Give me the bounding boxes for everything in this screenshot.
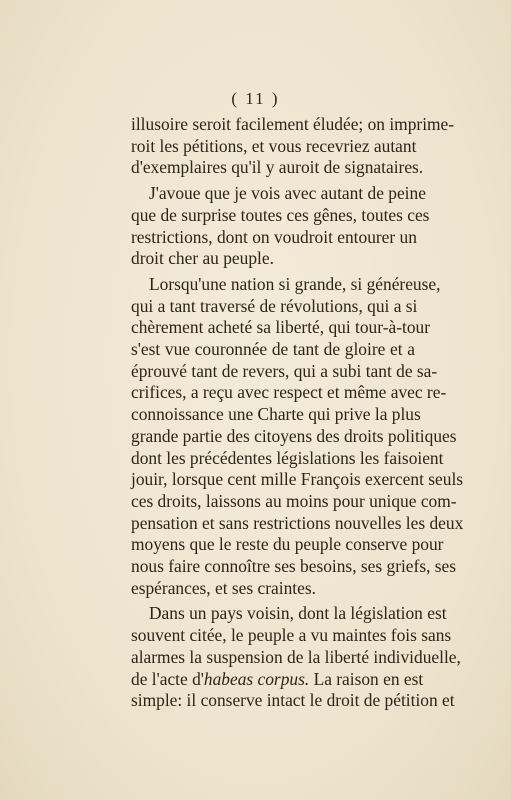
paragraph-2 (131, 183, 430, 270)
text-line: restrictions, dont on voudroit entourer un (131, 226, 417, 247)
text-line: Dans un pays voisin, dont la législation est (149, 603, 447, 624)
text-line: éprouvé tant de revers, qui a subi tant de sa- (131, 360, 438, 381)
text-line: dont les précédentes législations les faisoient (131, 447, 444, 468)
text-line-with-italic (131, 668, 424, 691)
italic-latin-term: habeas corpus. (203, 668, 310, 689)
text-line: d'exemplaires qu'il y auroit de signataires. (131, 157, 424, 178)
page-number: ( 11 ) (231, 89, 280, 108)
text-line: que de surprise toutes ces gênes, toutes ces (131, 204, 430, 225)
text-line: jouir, lorsque cent mille François exercent seuls (131, 469, 464, 490)
text-line: espérances, et ses craintes. (131, 577, 316, 598)
text-line: ces droits, laissons au moins pour unique com- (131, 490, 457, 511)
text-segment: de l'acte d' (131, 668, 204, 689)
text-line: Lorsqu'une nation si grande, si généreuse, (149, 273, 441, 294)
body-text (131, 114, 464, 716)
text-line: alarmes la suspension de la liberté individuelle, (131, 646, 461, 667)
text-line: souvent citée, le peuple a vu maintes fois sans (131, 625, 452, 646)
paragraph-3 (131, 273, 464, 600)
text-line: nous faire connoître ses besoins, ses griefs, ses (131, 556, 457, 577)
text-line: droit cher au peuple. (131, 248, 274, 269)
text-line: moyens que le reste du peuple conserve pour (131, 534, 444, 555)
text-segment: La raison en est (309, 668, 424, 689)
paragraph-1 (131, 114, 455, 179)
text-line: simple: il conserve intact le droit de pétition et (131, 690, 455, 711)
text-line: roit les pétitions, et vous recevriez autant (131, 135, 417, 156)
text-line: chèrement acheté sa liberté, qui tour-à-tour (131, 317, 431, 338)
text-line: qui a tant traversé de révolutions, qui a si (131, 295, 418, 316)
text-line: J'avoue que je vois avec autant de peine (149, 183, 426, 204)
text-line: s'est vue couronnée de tant de gloire et a (131, 339, 415, 360)
paragraph-4 (131, 603, 461, 712)
text-line: illusoire seroit facilement éludée; on imprime- (131, 114, 455, 134)
text-line: crifices, a reçu avec respect et même avec re- (131, 382, 447, 403)
text-line: connoissance une Charte qui prive la plus (131, 404, 421, 425)
text-line: pensation et sans restrictions nouvelles les deux (131, 512, 464, 533)
text-line: grande partie des citoyens des droits politiques (131, 425, 457, 446)
